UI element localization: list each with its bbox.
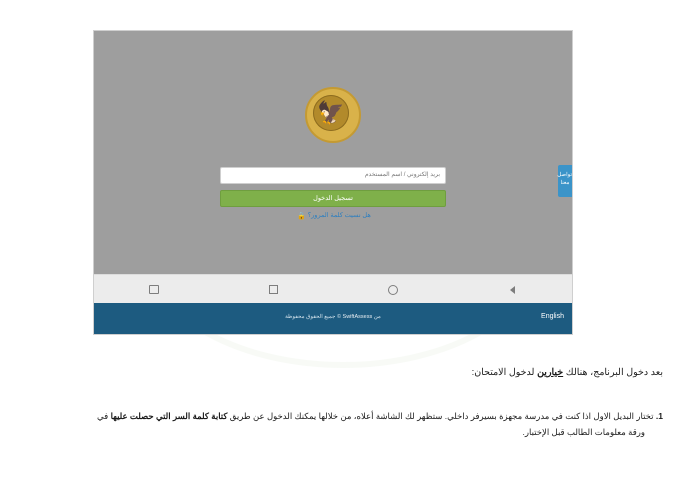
list-marker: 1.: [655, 411, 663, 421]
back-icon[interactable]: [453, 275, 573, 304]
apps-icon[interactable]: [214, 275, 334, 304]
login-page-body: [94, 31, 572, 274]
footer-credit-suffix: © جميع الحقوق محفوظة: [285, 314, 342, 320]
footer-credit-prefix: من: [373, 314, 381, 320]
para1-emphasis: خيارين: [537, 367, 564, 378]
document-paragraph-1: [0, 366, 675, 380]
para2-line1b: في: [97, 411, 111, 421]
login-form: [220, 163, 446, 207]
para2-line2: ورقة معلومات الطالب قبل الإختبار.: [522, 427, 645, 437]
para2-line1a: تختار البديل الاول اذا كنت في مدرسة مجهزة بسيرفر داخلي. ستظهر لك الشاشة أعلاه، من خلالها يمكنك الدخول عن طريق: [227, 411, 654, 421]
egypt-eagle-emblem-icon: 🦅: [305, 87, 361, 143]
username-input[interactable]: [220, 167, 446, 184]
page-footer: [94, 303, 572, 334]
contact-us-side-tab[interactable]: تواصل معنا: [558, 165, 572, 197]
document-paragraph-2: [0, 408, 675, 440]
recent-apps-icon[interactable]: [94, 275, 214, 304]
para2-emphasis: كتابة كلمة السر التي حصلت عليها: [110, 411, 228, 421]
lock-reset-icon: 🔒: [297, 213, 306, 220]
footer-brand: SwiftAssess: [342, 314, 373, 320]
home-icon[interactable]: [333, 275, 453, 304]
para1-after: لدخول الامتحان:: [471, 367, 538, 378]
forgot-password-link[interactable]: هل نسيت كلمة المرور؟: [307, 212, 371, 219]
language-switch-button[interactable]: English: [541, 313, 564, 320]
logo-container: [94, 87, 572, 148]
login-submit-button[interactable]: تسجيل الدخول: [220, 190, 446, 207]
android-navigation-bar: [94, 274, 572, 304]
para1-before: بعد دخول البرنامج، هنالك: [563, 367, 663, 378]
embedded-screenshot: [94, 31, 572, 334]
footer-credit: [94, 314, 572, 320]
forgot-password-row: [94, 211, 572, 220]
